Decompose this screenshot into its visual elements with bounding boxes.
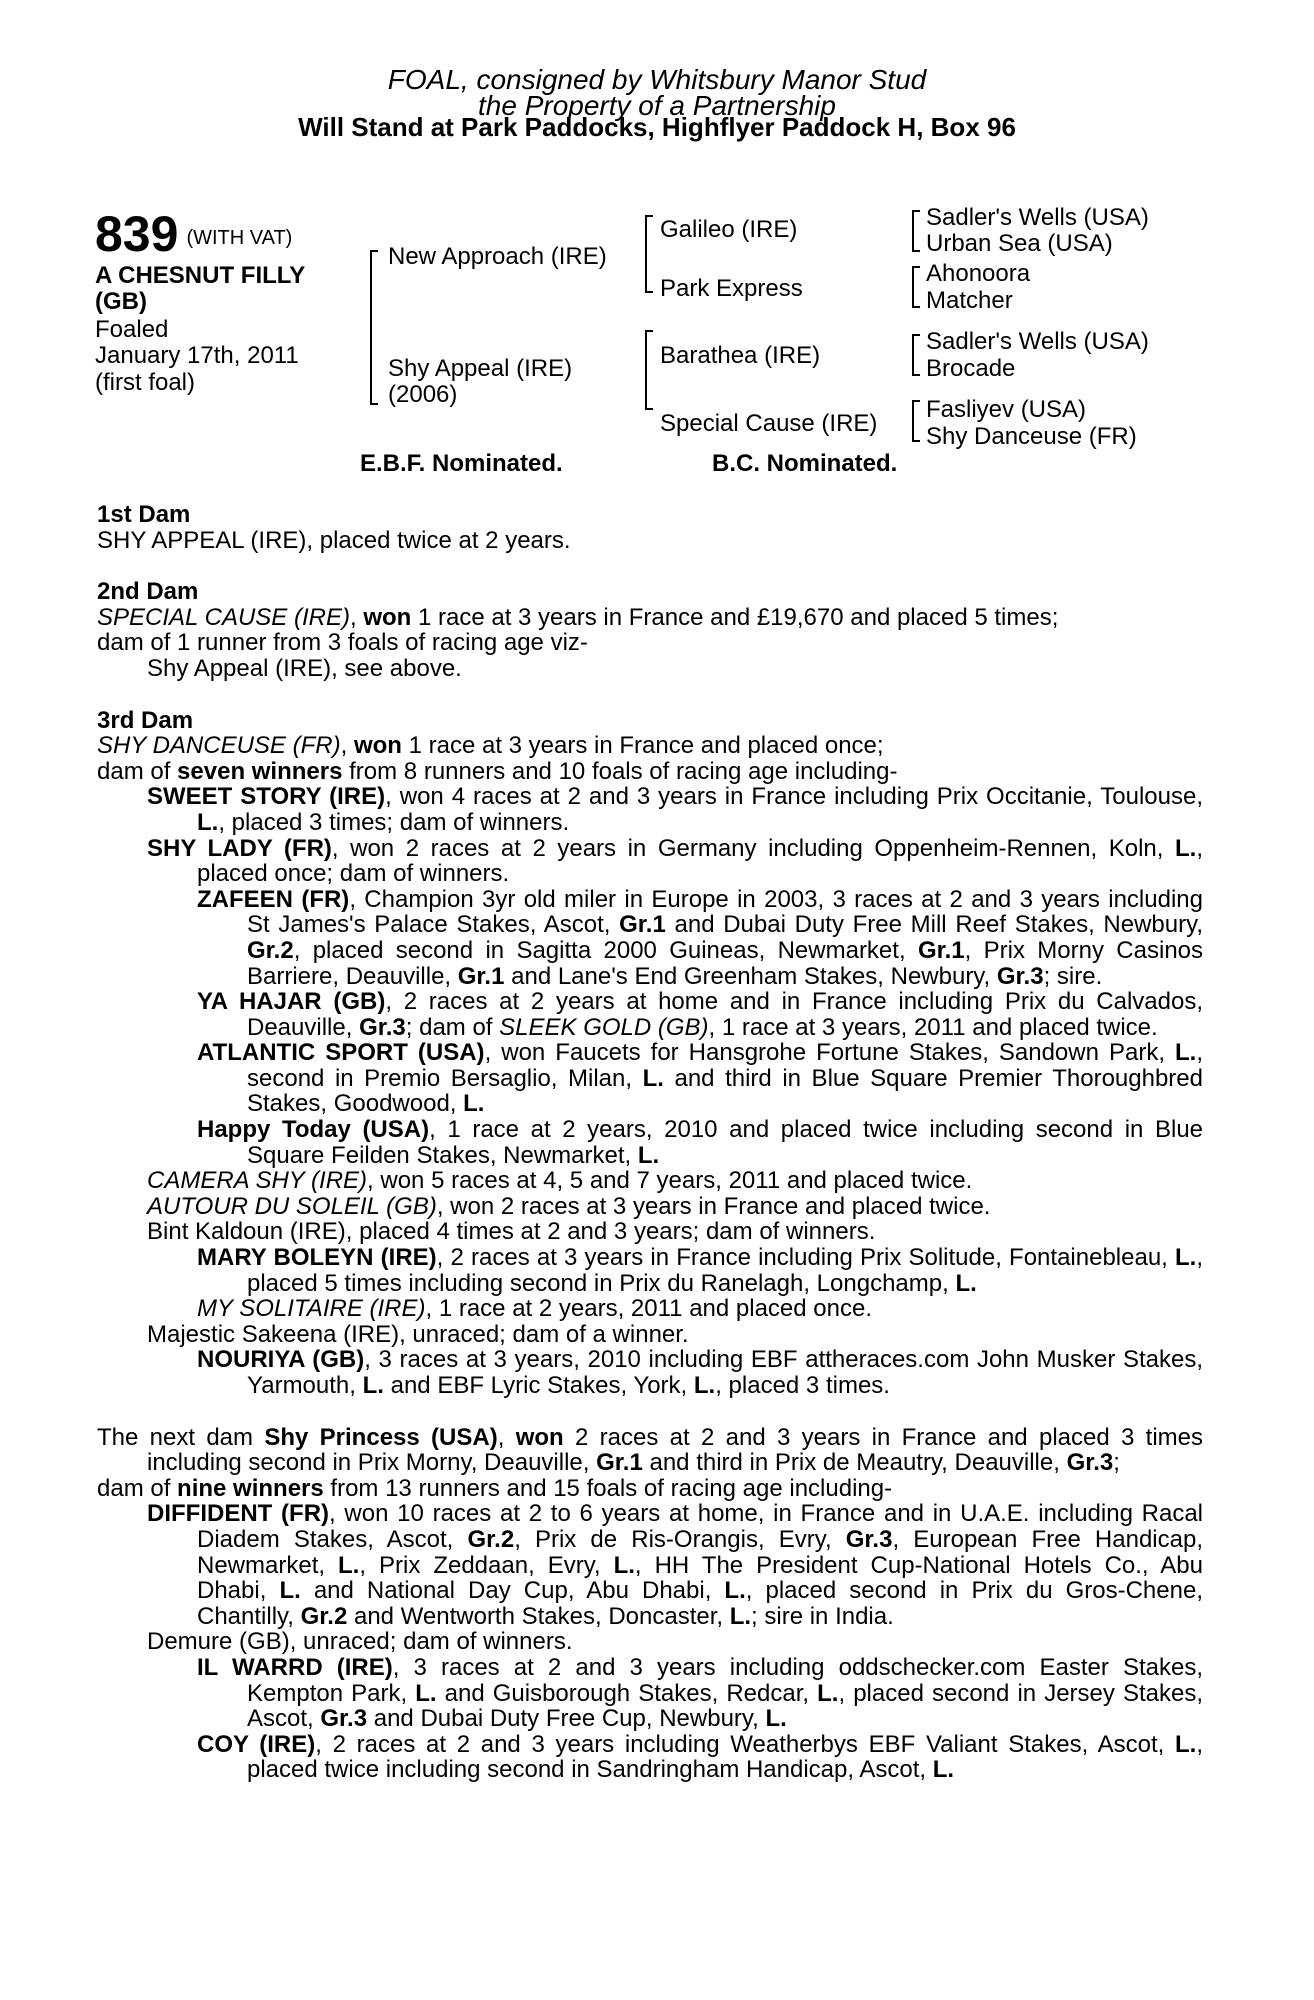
bc-nominated: B.C. Nominated. [712,450,898,477]
dam-sire: Barathea (IRE) [660,342,821,369]
dam-sire-sire: Sadler's Wells (USA) [926,328,1149,355]
third-dam-winners: seven winners [177,757,343,785]
third-dam-text: SHY DANCEUSE (FR), won 1 race at 3 years in France and placed once; [97,732,884,760]
sire-dam-sire: Ahonoora [926,260,1031,287]
dam-dam: Special Cause (IRE) [660,410,878,437]
list-item: CAMERA SHY (IRE), won 5 races at 4, 5 and 7 years, 2011 and placed twice. [147,1167,973,1195]
list-item: Happy Today (USA), 1 race at 2 years, 2010 and placed twice including second in Blue Square Feilden Stakes, Newmarket, L. [197,1116,1204,1169]
list-item: MY SOLITAIRE (IRE), 1 race at 2 years, 2011 and placed once. [197,1295,873,1323]
second-dam-won: won [363,603,412,631]
sire-sire-dam: Urban Sea (USA) [926,230,1113,257]
dam-dam-dam: Shy Danceuse (FR) [926,423,1137,450]
ebf-nominated: E.B.F. Nominated. [360,450,563,477]
third-dam-produce-a: dam of [97,757,178,785]
second-dam-heading: 2nd Dam [97,578,199,606]
sire: New Approach (IRE) [388,243,607,270]
third-dam-name: SHY DANCEUSE (FR) [97,732,341,760]
list-item: AUTOUR DU SOLEIL (GB), won 2 races at 3 years in France and placed twice. [147,1192,991,1220]
consignor-line: FOAL, consigned by Whitsbury Manor Stud [387,64,927,95]
property-line: the Property of a Partnership [478,90,836,121]
third-dam-heading: 3rd Dam [97,706,194,734]
lot-title-country: (GB) [95,288,147,315]
list-item: DIFFIDENT (FR), won 10 races at 2 to 6 years at home, in France and in U.A.E. including Racal Diadem Stakes, Ascot, Gr.2, Prix de Ris-Orangis, Evry, Gr.3, European Free Handicap, Newmarket, L., Prix Zeddaan, Evry, L., HH The President Cup-National Hotels Co., Abu Dhabi, L. and National Day Cup, Abu Dhabi, L., placed second in Prix du Gros-Chene, Chantilly, Gr.2 and Wentworth Stakes, Doncaster, L.; sire in India. [147,1500,1204,1630]
brace-ds [912,334,914,376]
second-dam-produce-item: Shy Appeal (IRE), see above. [147,654,462,682]
lot-number-text: 839 [95,206,179,262]
second-dam-produce: dam of 1 runner from 3 foals of racing age viz- [97,629,588,657]
foaled-date: January 17th, 2011 [95,342,299,369]
next-dam-won: won [515,1423,564,1451]
second-dam-record: 1 race at 3 years in France and £19,670 and placed 5 times; [411,603,1059,631]
list-item: Majestic Sakeena (IRE), unraced; dam of a winner. [147,1320,689,1348]
lot-title: A CHESNUT FILLY [95,262,306,289]
location-line: Will Stand at Park Paddocks, Highflyer Paddock H, Box 96 [298,112,1016,142]
sire-dam-dam: Matcher [926,287,1013,314]
dam: Shy Appeal (IRE) [388,355,573,382]
list-item: NOURIYA (GB), 3 races at 3 years, 2010 including EBF attheraces.com John Musker Stakes, Yarmouth, L. and EBF Lyric Stakes, York, L., placed 3 times. [197,1346,1204,1399]
second-dam-text: SPECIAL CAUSE (IRE), won 1 race at 3 years in France and £19,670 and placed 5 times; [97,603,1059,631]
list-item: MARY BOLEYN (IRE), 2 races at 3 years in France including Prix Solitude, Fontainebleau, L., placed 5 times including second in Prix du Ranelagh, Longchamp, L. [197,1244,1203,1297]
list-item: ATLANTIC SPORT (USA), won Faucets for Hansgrohe Fortune Stakes, Sandown Park, L., second in Premio Bersaglio, Milan, L. and third in Blue Square Premier Thoroughbred Stakes, Goodwood, L. [197,1039,1203,1118]
pedigree-brace-sire [645,215,647,293]
foaled-label: Foaled [95,316,169,343]
brace-sd [912,266,914,308]
list-item: COY (IRE), 2 races at 2 and 3 years including Weatherbys EBF Valiant Stakes, Ascot, L., placed twice including second in Sandringham Handicap, Ascot, L. [197,1730,1203,1784]
pedigree-brace-dam [645,330,647,410]
third-dam-record: 1 race at 3 years in France and placed once; [401,732,884,760]
third-dam-won: won [353,732,402,760]
lot-number [95,208,292,264]
vat-note: (WITH VAT) [186,226,293,249]
pedigree-brace-main [370,250,372,405]
list-item: ZAFEEN (FR), Champion 3yr old miler in Europe in 2003, 3 races at 2 and 3 years including St James's Palace Stakes, Ascot, Gr.1 and Dubai Duty Free Mill Reef Stakes, Newbury, Gr.2, placed second in Sagitta 2000 Guineas, Newmarket, Gr.1, Prix Morny Casinos Barriere, Deauville, Gr.1 and Lane's End Greenham Stakes, Newbury, Gr.3; sire. [197,885,1204,990]
third-dam-produce [97,759,1203,785]
list-item: SWEET STORY (IRE), won 4 races at 2 and 3 years in France including Prix Occitanie, Toulouse, L., placed 3 times; dam of winners. [147,783,1203,836]
foaled-note: (first foal) [95,369,196,396]
dam-dam-sire: Fasliyev (USA) [926,396,1087,423]
dam-sire-dam: Brocade [926,355,1016,382]
third-dam-produce-b: from 8 runners and 10 foals of racing age including- [342,757,898,785]
brace-dd [912,400,914,442]
first-dam-text: SHY APPEAL (IRE), placed twice at 2 years. [97,526,571,554]
next-dam-produce: dam of nine winners from 13 runners and 15 foals of racing age including- [97,1474,893,1502]
brace-ss [912,210,914,252]
list-item: YA HAJAR (GB), 2 races at 2 years at home and in France including Prix du Calvados, Deauville, Gr.3; dam of SLEEK GOLD (GB), 1 race at 3 years, 2011 and placed twice. [197,988,1203,1041]
list-item: IL WARRD (IRE), 3 races at 2 and 3 years including oddschecker.com Easter Stakes, Kempton Park, L. and Guisborough Stakes, Redcar, L., placed second in Jersey Stakes, Ascot, Gr.3 and Dubai Duty Free Cup, Newbury, L. [197,1653,1203,1733]
list-item: Demure (GB), unraced; dam of winners. [147,1628,573,1656]
dam-year: (2006) [388,381,458,408]
list-item: Bint Kaldoun (IRE), placed 4 times at 2 and 3 years; dam of winners. [147,1218,876,1246]
list-item: SHY LADY (FR), won 2 races at 2 years in Germany including Oppenheim-Rennen, Koln, L., placed once; dam of winners. [147,834,1203,888]
next-dam-text: The next dam Shy Princess (USA), won 2 races at 2 and 3 years in France and placed 3 times including second in Prix Morny, Deauville, Gr.1 and third in Prix de Meautry, Deauville, Gr.3; [97,1423,1203,1477]
first-dam-heading: 1st Dam [97,501,191,528]
next-dam-winners: nine winners [177,1474,324,1502]
sire-dam: Park Express [660,275,803,302]
second-dam-name: SPECIAL CAUSE (IRE) [97,603,350,631]
catalogue-body [97,502,1203,1783]
sire-sire-sire: Sadler's Wells (USA) [926,204,1149,231]
next-dam-name: Shy Princess (USA) [264,1423,498,1451]
sire-sire: Galileo (IRE) [660,216,798,243]
